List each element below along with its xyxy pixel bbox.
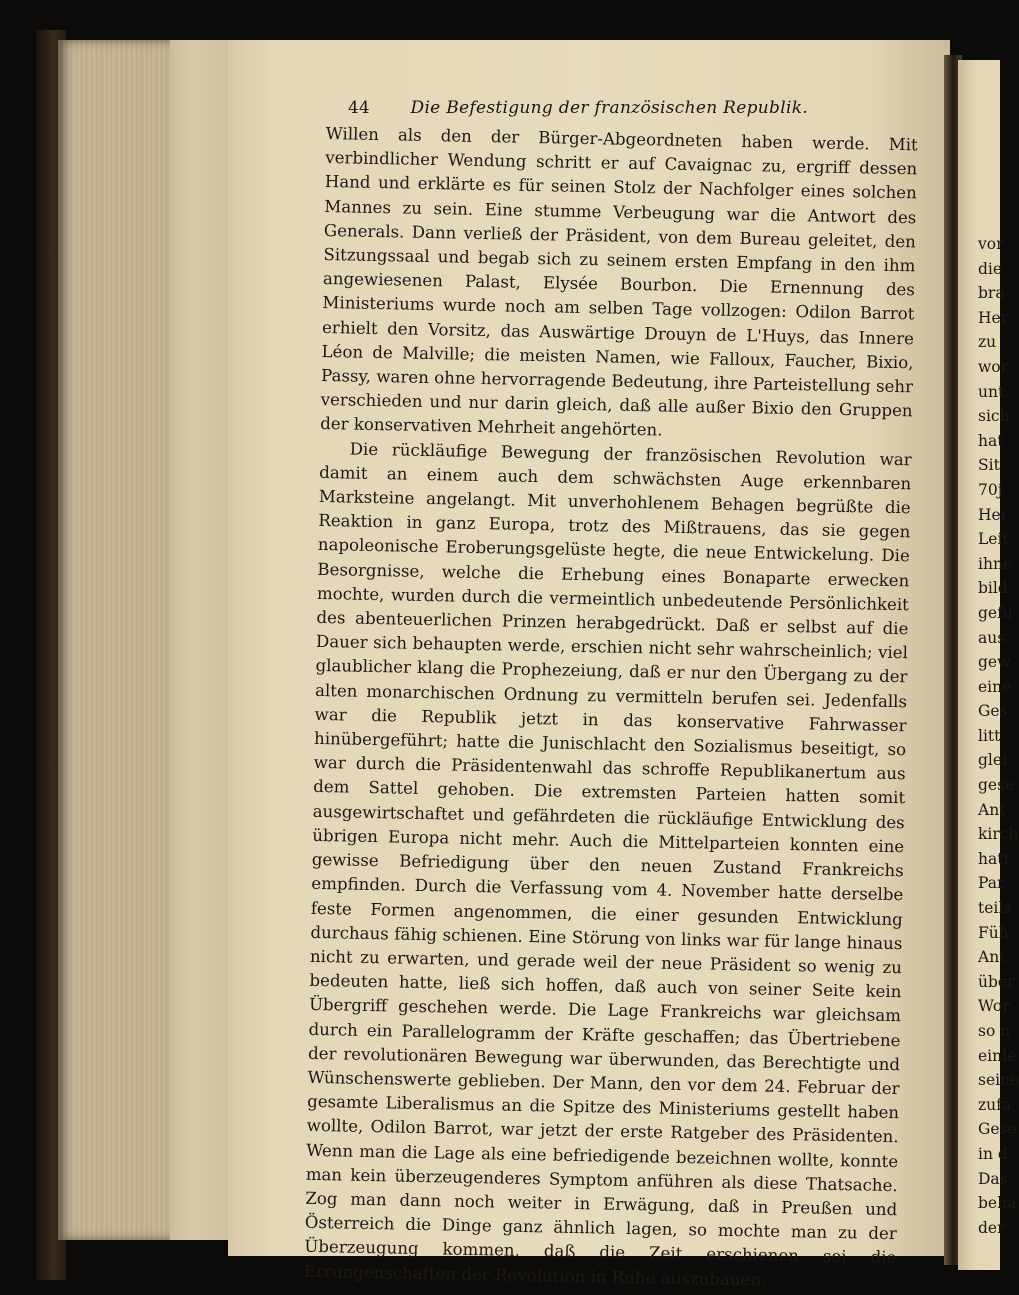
next-page-fragment: hatt xyxy=(978,849,1010,868)
next-page-fragment: aus xyxy=(978,628,1006,647)
next-page-fragment: litt xyxy=(978,726,1001,745)
next-page-fragment: seine xyxy=(978,1071,1019,1090)
page-stack-edge xyxy=(58,40,188,1240)
next-page-fragment: vor xyxy=(978,235,1004,253)
next-page-fragment: Hei xyxy=(978,505,1006,524)
next-page-fragment: in d xyxy=(978,1144,1008,1163)
next-page-fragment: Leit xyxy=(978,530,1009,549)
next-page-fragment: einle xyxy=(978,1046,1017,1065)
next-page-fragment: Her xyxy=(978,308,1009,327)
page-header xyxy=(348,98,808,122)
page-margin-shadow xyxy=(170,40,232,1240)
paragraph-1: Willen als den der Bürger-Abgeordneten haben werde. Mit verbindlicher Wendung schritt er auf Cavaignac zu, ergriff dessen Hand und erklärte es für seinen Stolz der Nachfolger eines solchen Mannes zu sein. Eine stumme Verbeugung war die Antwort des Generals. Dann verließ der Präsident, von dem Bureau geleitet, den Sitzungssaal und begab sich zu seinem ersten Empfang in den ihm angewiesenen Palast, Elysée Bourbon. Die Ernennung des Ministeriums wurde noch am selben Tage vollzogen: Odilon Barrot erhielt den Vorsitz, das Auswärtige Drouyn de L'Huys, das Innere Léon de Malville; die meisten Namen, wie Falloux, Faucher, Bixio, Passy, waren ohne hervorragende Bedeutung, ihre Parteistellung sehr verschieden und nur darin gleich, daß alle außer Bixio den Gruppen der konservativen Mehrheit angehörten. xyxy=(320,123,918,440)
page-number: 44 xyxy=(348,98,370,118)
next-page-fragment: die xyxy=(978,259,1003,278)
running-title: Die Befestigung der französischen Republik. xyxy=(410,98,808,118)
next-page-fragment: Ant xyxy=(978,800,1006,819)
next-page-fragment: unt xyxy=(978,382,1005,401)
next-page-fragment: beha xyxy=(978,1194,1017,1213)
next-page-fragment: gefu xyxy=(978,603,1013,622)
next-page-fragment: zu xyxy=(978,333,997,352)
left-page xyxy=(228,40,950,1290)
next-page-fragment: 70j xyxy=(978,480,1003,499)
next-page-fragment: Gese xyxy=(978,1120,1017,1139)
next-page-fragment: Füh xyxy=(978,923,1009,942)
next-page-fragment: gese xyxy=(978,776,1015,795)
next-page-fragment: Sit xyxy=(978,456,1000,475)
next-page-fragment: eine xyxy=(978,677,1012,696)
next-page-line-fragments xyxy=(978,232,1018,1240)
next-page-fragment: zufa xyxy=(978,1095,1012,1114)
next-page-fragment: glei xyxy=(978,751,1008,770)
next-page-fragment: Wor xyxy=(978,997,1010,1016)
next-page-fragment: Das xyxy=(978,1169,1008,1188)
next-page-fragment: so n xyxy=(978,1022,1011,1040)
next-page-fragment: über xyxy=(978,972,1015,991)
next-page-fragment: der xyxy=(978,1218,1005,1237)
body-text xyxy=(304,122,918,1295)
next-page-fragment: kirch xyxy=(978,825,1019,844)
next-page-fragment: ihne xyxy=(978,554,1013,573)
next-page-fragment: gew xyxy=(978,653,1011,672)
paragraph-2: Die rückläufige Bewegung der französischen Revolution war damit an einem auch dem schwächsten Auge erkennbaren Marksteine angelangt. Mit unverhohlenem Behagen begrüßte die Reaktion in ganz Europa, trotz des Mißtrauens, das sie gegen napoleonische Eroberungsgelüste hegte, die neue Entwickelung. Die Besorgnisse, welche die Erhebung eines Bonaparte erwecken mochte, wurden durch die vermeintlich unbedeutende Persönlichkeit des abenteuerlichen Prinzen herabgedrückt. Daß er selbst auf die Dauer sich behaupten werde, erschien nicht sehr wahrscheinlich; viel glaublicher klang die Prophezeiung, daß er nur den Übergang zu der alten monarchischen Ordnung zu vermitteln berufen sei. Jedenfalls war die Republik jetzt in das konservative Fahrwasser hinübergeführt; hatte die Junischlacht den Sozialismus beseitigt, so war durch die Präsidentenwahl das schroffe Republikanertum aus dem Sattel gehoben. Die extremsten Parteien hatten somit ausgewirtschaftet und gefährdeten die rückläufige Entwicklung des übrigen Europa nicht mehr. Auch die Mittelparteien konnten eine gewisse Befriedigung über den neuen Zustand Frankreichs empfinden. Durch die Verfassung vom 4. November hatte derselbe feste Formen angenommen, die einer gesunden Entwicklung durchaus fähig schienen. Eine Störung von links war für lange hinaus nicht zu erwarten, und gerade weil der neue Präsident so wenig zu bedeuten hatte, ließ sich hoffen, daß auch von seiner Seite kein Übergriff geschehen werde. Die Lage Frankreichs war gleichsam durch ein Parallelogramm der Kräfte geschaffen; das Übertriebene der revolutionären Bewegung war überwunden, das Berechtigte und Wünschenswerte geblieben. Der Mann, den vor dem 24. Februar der gesamte Liberalismus an die Spitze des Ministeriums gestellt haben wollte, Odilon Barrot, war jetzt der erste Ratgeber des Präsidenten. Wenn man die Lage als eine befriedigende bezeichnen wollte, konnte man kein überzeugenderes Symptom anführen als diese Thatsache. Zog man dann noch weiter in Erwägung, daß in Preußen und Österreich die Dinge ganz ähnlich lagen, so mochte man zu der Überzeugung kommen, daß die Zeit erschienen sei die Errungenschaften der Revolution in Ruhe auszubauen. xyxy=(303,439,912,1290)
next-page-fragment: hat xyxy=(978,431,1004,450)
next-page-fragment: sich xyxy=(978,407,1010,426)
next-page-fragment: Par xyxy=(978,874,1005,893)
next-page-fragment: wor xyxy=(978,357,1009,376)
right-page-fragment xyxy=(958,60,1019,1270)
next-page-fragment: bild xyxy=(978,579,1008,598)
next-page-fragment: Ant xyxy=(978,948,1006,967)
next-page-fragment: bra xyxy=(978,284,1005,303)
next-page-fragment: teils xyxy=(978,899,1012,918)
next-page-fragment: Ges xyxy=(978,702,1008,721)
